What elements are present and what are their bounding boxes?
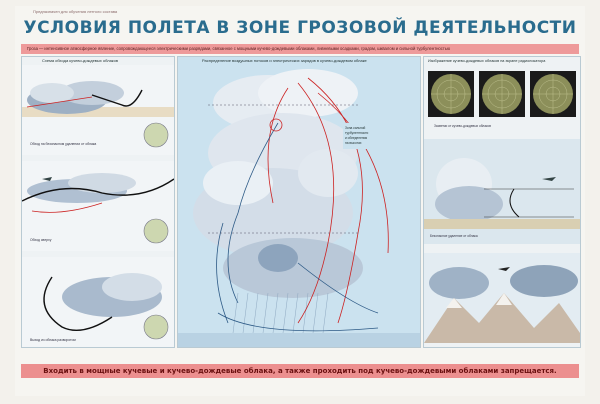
poster-title: УСЛОВИЯ ПОЛЕТА В ЗОНЕ ГРОЗОВОЙ ДЕЯТЕЛЬНОСТИ (23, 18, 577, 38)
top-note: Предназначен для обучения летного состава (33, 9, 118, 14)
radar-screens (424, 65, 580, 135)
radar-screen-1 (428, 71, 474, 117)
radar-screen-2 (479, 71, 525, 117)
cloud-side-view (424, 139, 580, 244)
center-panel-heading: Распределение воздушных потоков и электрических зарядов в кучево-дождевом облаке (202, 58, 367, 63)
svg-text:Безопасное удаление от облака: Безопасное удаление от облака (430, 234, 478, 238)
svg-text:Засветки от кучево-дождевых об: Засветки от кучево-дождевых облаков (434, 124, 491, 128)
svg-text:Зона сильной: Зона сильной (345, 126, 366, 130)
cloud-avoidance-scene-2 (22, 161, 174, 251)
svg-text:Выход из облака разворотом: Выход из облака разворотом (30, 338, 76, 342)
svg-text:и обледенения: и обледенения (345, 136, 368, 140)
right-panel (423, 56, 581, 348)
svg-text:Обход на безопасном удалении о: Обход на безопасном удалении от облака (30, 142, 97, 146)
poster (15, 6, 585, 396)
cloud-avoidance-scene-3 (22, 257, 174, 347)
mountain-cloud-scene (424, 253, 580, 343)
left-panel (21, 56, 175, 348)
right-panel-heading: Изображение кучево-дождевых облаков на экране радиолокатора (428, 59, 546, 63)
subtitle-bar: Гроза — интенсивное атмосферное явление, сопровождающееся электрическими разрядами, связанное с мощными кучево-дождевыми облаками, ливневыми осадками, градом, шквалом и сильной турбулентностью (21, 44, 579, 54)
radar-screen-3 (530, 71, 576, 117)
cloud-avoidance-scene-1 (22, 65, 174, 155)
center-panel (177, 56, 421, 348)
warning-banner: Входить в мощные кучевые и кучево-дождевые облака, а также проходить под кучево-дождевыми облаками запрещается. (21, 364, 579, 378)
center-annotation-block (343, 123, 405, 149)
svg-text:на высотах: на высотах (345, 141, 362, 145)
svg-text:турбулентности: турбулентности (345, 131, 369, 135)
left-panel-heading: Схема обхода кучево-дождевых облаков (42, 58, 118, 63)
thunderstorm-cloud-diagram (178, 63, 420, 347)
svg-text:Обход сверху: Обход сверху (30, 238, 52, 242)
